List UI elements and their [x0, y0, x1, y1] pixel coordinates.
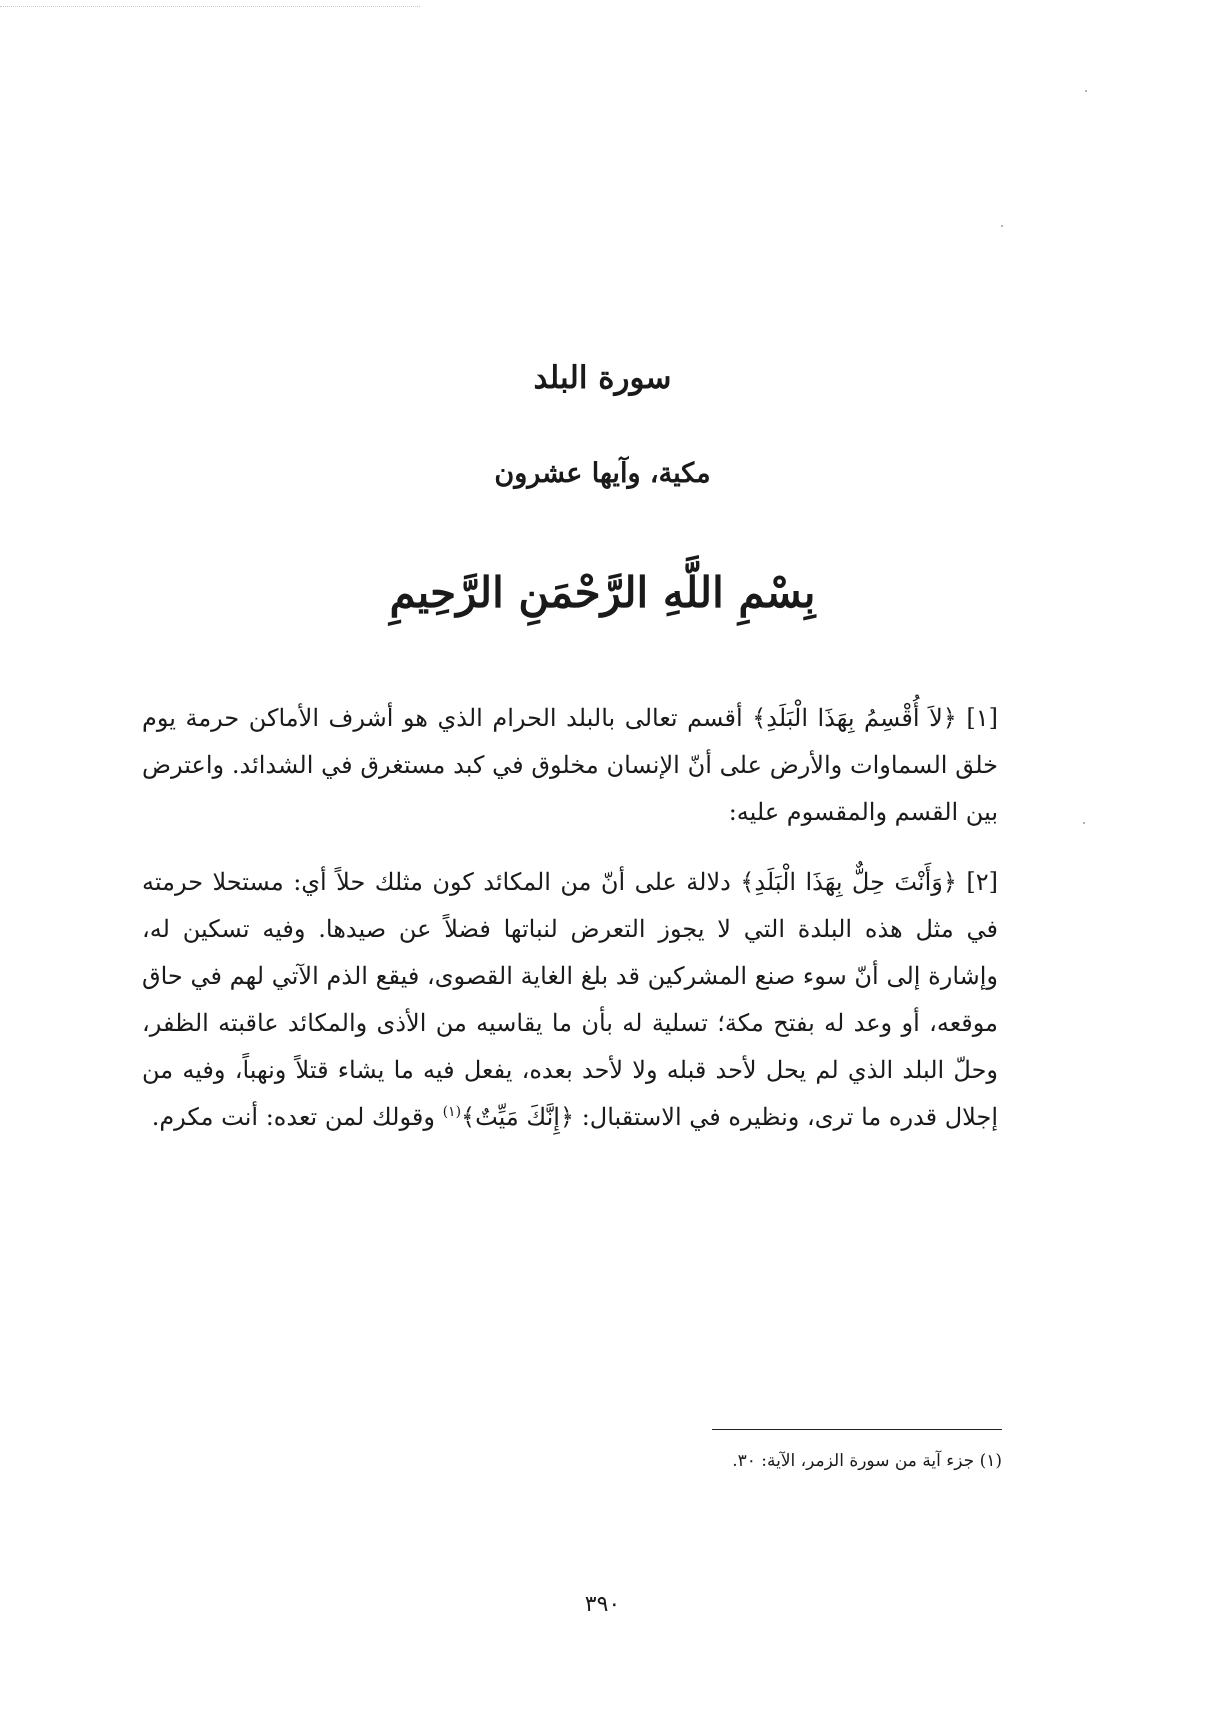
verse-number: [١] [966, 704, 998, 732]
footnote-divider [712, 1429, 1002, 1430]
surah-subtitle: مكية، وآيها عشرون [494, 458, 711, 489]
surah-title: سورة البلد [533, 360, 672, 396]
commentary-body [142, 695, 998, 1164]
footnote: (١) جزء آية من سورة الزمر، الآية: ٣٠. [732, 1451, 1002, 1471]
commentary-text: وقولك لمن تعده: أنت مكرم. [151, 1103, 435, 1131]
verse-quote: ﴿وَأَنْتَ حِلٌّ بِهَذَا الْبَلَدِ﴾ [740, 868, 957, 896]
footnote-marker[interactable]: (١) [442, 1104, 462, 1120]
commentary-paragraph [142, 695, 998, 836]
scan-edge-line [0, 6, 420, 7]
scan-speck [1001, 225, 1003, 227]
verse-number: [٢] [966, 868, 998, 896]
verse-quote: ﴿لاَ أُقْسِمُ بِهَذَا الْبَلَدِ﴾ [752, 704, 957, 732]
commentary-text: أقسم تعالى بالبلد الحرام الذي هو أشرف الأماكن حرمة يوم خلق السماوات والأرض على أنّ الإنسان مخلوق في كبد مستغرق في الشدائد. واعترض بين القسم والمقسوم عليه: [142, 704, 998, 826]
scan-speck [1083, 822, 1085, 824]
basmala: بِسْمِ اللَّهِ الرَّحْمَنِ الرَّحِيمِ [389, 568, 816, 617]
commentary-paragraph [142, 859, 998, 1141]
page-number: ٣٩٠ [584, 1592, 621, 1617]
inner-verse-quote: ﴿إِنَّكَ مَيِّتٌ﴾ [461, 1103, 575, 1131]
scan-speck [1085, 90, 1087, 92]
commentary-text: دلالة على أنّ من المكائد كون مثلك حلاً أي: مستحلا حرمته في مثل هذه البلدة التي لا يجوز التعرض لنباتها فضلاً عن صيدها. وفيه تسكين له، وإشارة إلى أنّ سوء صنع المشركين قد بلغ الغاية القصوى، فيقع الذم الآتي لهم في حاق موقعه، أو وعد له بفتح مكة؛ تسلية له بأن ما يقاسيه من الأذى والمكائد عاقبته الظفر، وحلّ البلد الذي لم يحل لأحد قبله ولا لأحد بعده، يفعل فيه ما يشاء قتلاً ونهباً، وفيه من إجلال قدره ما ترى، ونظيره في الاستقبال: [142, 868, 999, 1131]
